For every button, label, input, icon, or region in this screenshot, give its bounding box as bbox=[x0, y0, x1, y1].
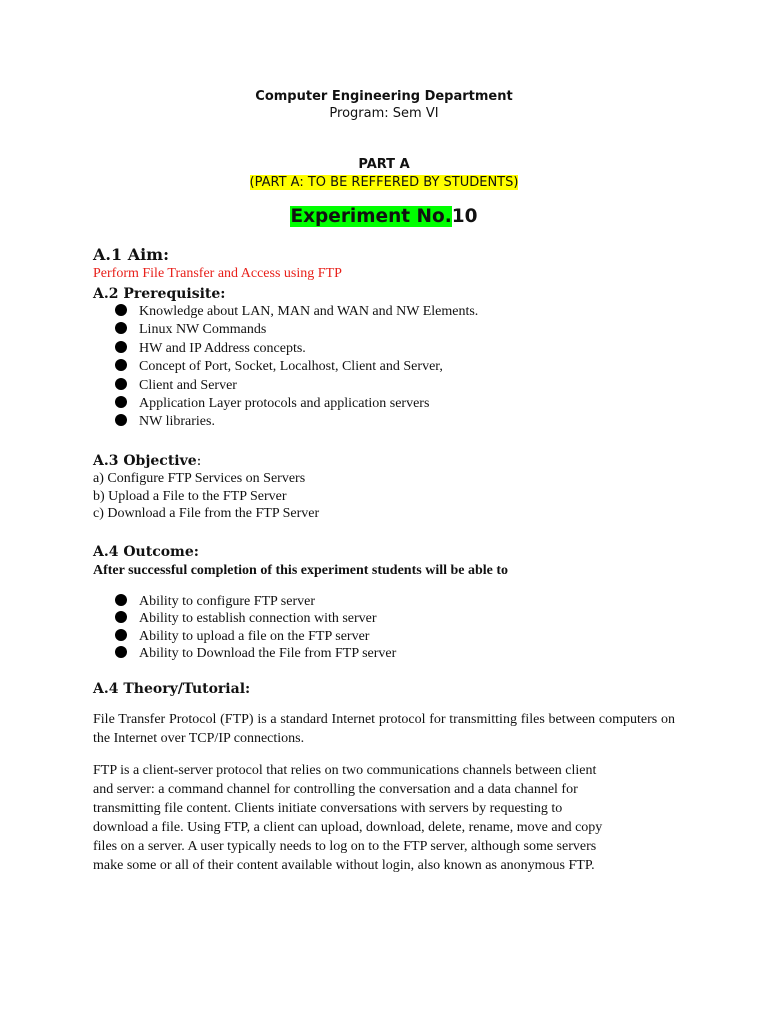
list-item bbox=[115, 413, 478, 431]
list-item-text: Knowledge about LAN, MAN and WAN and NW Elements. bbox=[139, 304, 479, 319]
outcome-intro: After successful completion of this experiment students will be able to bbox=[93, 563, 509, 578]
experiment-number: 10 bbox=[451, 206, 478, 227]
list-item-text: Linux NW Commands bbox=[139, 322, 267, 338]
bullet-icon bbox=[115, 304, 127, 316]
bullet-icon bbox=[115, 594, 127, 606]
objective-heading-text: A.3 Objective bbox=[93, 453, 197, 469]
list-item-text: HW and IP Address concepts. bbox=[139, 340, 306, 356]
list-item bbox=[115, 628, 396, 645]
outcome-list bbox=[115, 593, 396, 662]
theory-paragraph-2 bbox=[93, 761, 675, 875]
objective-colon: : bbox=[196, 453, 202, 469]
program-line: Program: Sem VI bbox=[329, 106, 439, 121]
bullet-icon bbox=[115, 629, 127, 641]
list-item bbox=[115, 593, 396, 610]
paragraph-line: files on a server. A user typically needs to log on to the FTP server, although some servers bbox=[93, 839, 597, 854]
outcome-heading: A.4 Outcome: bbox=[93, 544, 199, 560]
experiment-label: Experiment No. bbox=[290, 206, 452, 227]
paragraph-line: make some or all of their content available without login, also known as anonymous FTP. bbox=[93, 858, 595, 873]
list-item: a) Configure FTP Services on Servers bbox=[93, 471, 306, 486]
department-title: Computer Engineering Department bbox=[255, 89, 513, 104]
experiment-title bbox=[0, 205, 768, 229]
paragraph-line: FTP is a client-server protocol that relies on two communications channels between client bbox=[93, 763, 597, 778]
objective-heading bbox=[93, 452, 201, 470]
bullet-icon bbox=[115, 611, 127, 623]
list-item bbox=[115, 303, 478, 321]
paragraph-line: and server: a command channel for controlling the conversation and a data channel for bbox=[93, 782, 578, 797]
list-item-text: Ability to Download the File from FTP server bbox=[139, 645, 397, 661]
list-item bbox=[115, 321, 478, 339]
bullet-icon bbox=[115, 646, 127, 658]
list-item-text: Application Layer protocols and application servers bbox=[139, 395, 430, 411]
bullet-icon bbox=[115, 414, 127, 426]
bullet-icon bbox=[115, 359, 127, 371]
list-item-text: Ability to establish connection with server bbox=[139, 611, 377, 627]
list-item bbox=[115, 610, 396, 627]
theory-heading: A.4 Theory/Tutorial: bbox=[93, 681, 251, 697]
part-heading: PART A bbox=[358, 157, 410, 172]
aim-heading: A.1 Aim: bbox=[93, 245, 170, 264]
objective-list bbox=[93, 470, 319, 523]
prerequisite-heading: A.2 Prerequisite: bbox=[93, 286, 226, 302]
aim-text: Perform File Transfer and Access using FTP bbox=[93, 266, 342, 281]
list-item: b) Upload a File to the FTP Server bbox=[93, 488, 287, 504]
list-item-text: Concept of Port, Socket, Localhost, Client and Server, bbox=[139, 359, 443, 375]
list-item bbox=[115, 377, 478, 395]
list-item: c) Download a File from the FTP Server bbox=[93, 506, 320, 521]
bullet-icon bbox=[115, 322, 127, 334]
list-item bbox=[115, 340, 478, 358]
paragraph-line: download a file. Using FTP, a client can upload, download, delete, rename, move and copy bbox=[93, 820, 603, 835]
theory-paragraph-1: File Transfer Protocol (FTP) is a standard Internet protocol for transmitting files between computers on the Internet over TCP/IP connections. bbox=[93, 712, 675, 746]
list-item-text: Ability to upload a file on the FTP server bbox=[139, 628, 370, 644]
list-item-text: NW libraries. bbox=[139, 414, 215, 430]
part-note-highlight: (PART A: TO BE REFFERED BY STUDENTS) bbox=[249, 175, 519, 190]
list-item bbox=[115, 395, 478, 413]
list-item-text: Ability to configure FTP server bbox=[139, 594, 316, 609]
list-item-text: Client and Server bbox=[139, 377, 237, 393]
prerequisite-list bbox=[115, 303, 478, 432]
list-item bbox=[115, 358, 478, 376]
paragraph-line: transmitting file content. Clients initiate conversations with servers by requesting to bbox=[93, 801, 563, 816]
bullet-icon bbox=[115, 396, 127, 408]
part-note bbox=[0, 174, 768, 192]
bullet-icon bbox=[115, 378, 127, 390]
bullet-icon bbox=[115, 341, 127, 353]
list-item bbox=[115, 645, 396, 662]
